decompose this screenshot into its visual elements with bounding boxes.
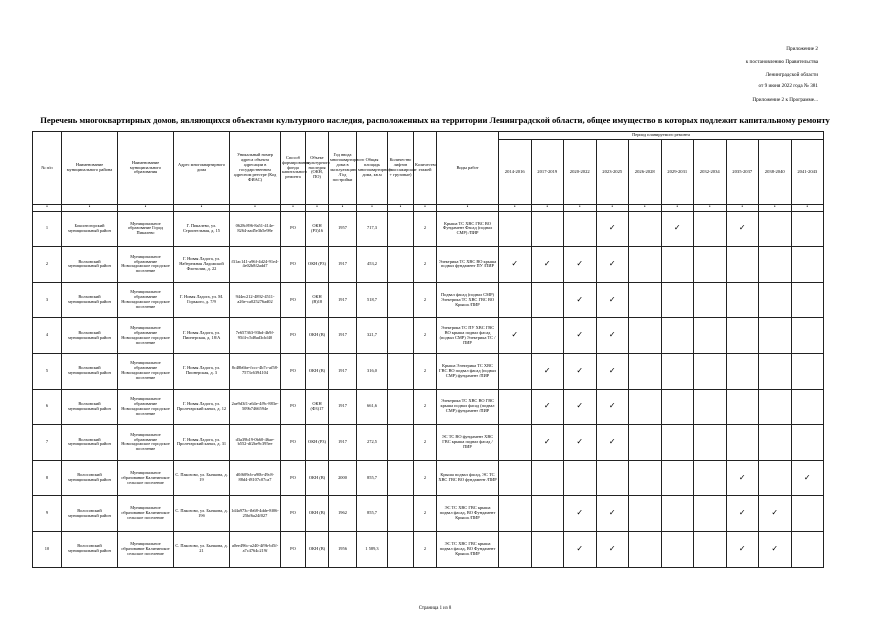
floors-cell: 2 — [414, 389, 437, 425]
period-cell — [694, 531, 727, 567]
floors-cell: 2 — [414, 318, 437, 354]
table-row — [33, 247, 824, 283]
row-number: 9 — [33, 496, 62, 532]
check-mark-icon: ✓ — [596, 496, 629, 532]
area-cell: 453,2 — [357, 247, 388, 283]
okn-cell: ОКН (Р3) — [306, 425, 329, 461]
period-cell — [694, 496, 727, 532]
period-cell — [759, 460, 792, 496]
period-cell — [661, 318, 694, 354]
year-cell: 1917 — [329, 389, 357, 425]
works-cell: ЭС ТС ХВС ГВС крыша подвал фасад, ВО Фундамент Крыша /ПИР — [437, 496, 499, 532]
check-mark-icon: ✓ — [531, 389, 564, 425]
area-cell: 321,7 — [357, 318, 388, 354]
bullet-cell: • — [357, 205, 388, 212]
bullet-cell: • — [596, 205, 629, 212]
period-cell — [759, 318, 792, 354]
mo-cell: Муниципальное образование Новоладожское городское поселение — [118, 247, 174, 283]
fias-cell: 944ec212-4892-4511-a26e-ca025276ad02 — [230, 282, 281, 318]
period-cell — [791, 425, 824, 461]
row-number: 8 — [33, 460, 62, 496]
row-number: 2 — [33, 247, 62, 283]
address-cell: С. Пакозово, ул. Бычкова, д. 19б — [174, 496, 230, 532]
fund-cell: РО — [281, 353, 306, 389]
year-cell: 1917 — [329, 247, 357, 283]
period-cell — [726, 318, 759, 354]
period-cell — [759, 353, 792, 389]
floors-cell: 2 — [414, 353, 437, 389]
header-row-1 — [33, 132, 824, 140]
fias-cell: d3a39b19-0b60-46ae-b552-df2be9c395ee — [230, 425, 281, 461]
bullet-cell: • — [329, 205, 357, 212]
check-mark-icon: ✓ — [596, 247, 629, 283]
address-cell: Г. Новая Ладога, ул. Пионерская, д. 3 — [174, 353, 230, 389]
okn-cell: ОКН (В) — [306, 353, 329, 389]
check-mark-icon: ✓ — [564, 318, 597, 354]
period-header: Период планируемого ремонта — [499, 132, 824, 140]
period-cell — [694, 460, 727, 496]
period-cell — [791, 318, 824, 354]
check-mark-icon: ✓ — [531, 247, 564, 283]
period-cell — [661, 460, 694, 496]
header-line-5: Приложение 2 к Программе... — [752, 97, 818, 103]
bullet-cell: • — [281, 205, 306, 212]
row-number: 5 — [33, 353, 62, 389]
check-mark-icon: ✓ — [531, 353, 564, 389]
houses-table — [32, 131, 824, 568]
period-cell — [694, 247, 727, 283]
okn-cell: ОКН (Ф3)17 — [306, 389, 329, 425]
check-mark-icon: ✓ — [596, 318, 629, 354]
area-cell: 1 589,3 — [357, 531, 388, 567]
col-header-year-2041-2043: 2041-2043 — [791, 140, 824, 205]
check-mark-icon: ✓ — [564, 247, 597, 283]
period-cell — [629, 282, 662, 318]
check-mark-icon: ✓ — [791, 460, 824, 496]
lifts-cell — [388, 460, 414, 496]
mo-cell: Муниципальное образование Калитинское сельское поселение — [118, 496, 174, 532]
works-cell: Подвал фасад (подвал СМР) Электрика ТС ХВС ГВС ВО Крыша /ПИР — [437, 282, 499, 318]
okn-cell: ОКН (Р3)16 — [306, 211, 329, 247]
table-row — [33, 211, 824, 247]
floors-cell: 2 — [414, 282, 437, 318]
document-title: Перечень многоквартирных домов, являющихся объектами культурного наследия, расположенных на территории Ленинградской области, общее имущество в которых подлежит капитальному ремонту — [40, 115, 830, 125]
period-cell — [726, 425, 759, 461]
period-cell — [531, 531, 564, 567]
fund-cell: РО — [281, 247, 306, 283]
works-cell: Электрика ТС ХВС ВО ГВС крыша подвал фасад (подвал СМР) фундамент /ПИР — [437, 389, 499, 425]
works-cell: Крыша Электрика ТС ХВС ГВС ВО подвал фасад (подвал СМР) фундамент /ПИР — [437, 353, 499, 389]
area-cell: 855,7 — [357, 496, 388, 532]
bullet-cell: • — [759, 205, 792, 212]
year-cell: 1957 — [329, 211, 357, 247]
area-cell: 717,3 — [357, 211, 388, 247]
check-mark-icon: ✓ — [726, 460, 759, 496]
table-row — [33, 353, 824, 389]
row-number: 4 — [33, 318, 62, 354]
check-mark-icon: ✓ — [564, 389, 597, 425]
district-cell: Волховский муниципальный район — [62, 353, 118, 389]
bullet-cell: • — [414, 205, 437, 212]
okn-cell: ОКН (Р3) — [306, 247, 329, 283]
fias-cell: 8c48b6be-fccc-4b7c-af58-7573c6394104 — [230, 353, 281, 389]
col-header-year-2029-2031: 2029-2031 — [661, 140, 694, 205]
period-cell — [661, 282, 694, 318]
col-header-year-2026-2028: 2026-2028 — [629, 140, 662, 205]
floors-cell: 2 — [414, 531, 437, 567]
period-cell — [499, 353, 532, 389]
period-cell — [629, 353, 662, 389]
mo-cell: Муниципальное образование Калитинское сельское поселение — [118, 531, 174, 567]
district-cell: Волховский муниципальный район — [62, 282, 118, 318]
district-cell: Волховский муниципальный район — [62, 247, 118, 283]
check-mark-icon: ✓ — [596, 353, 629, 389]
period-cell — [629, 531, 662, 567]
period-cell — [661, 247, 694, 283]
period-cell — [596, 460, 629, 496]
period-cell — [629, 425, 662, 461]
fias-cell: a0ee496c-a240-4f9b-bf5f-a7c4764c219f — [230, 531, 281, 567]
bullet-cell: • — [174, 205, 230, 212]
lifts-cell — [388, 425, 414, 461]
fund-cell: РО — [281, 211, 306, 247]
floors-cell: 2 — [414, 460, 437, 496]
district-cell: Волховский муниципальный район — [62, 389, 118, 425]
period-cell — [531, 460, 564, 496]
period-cell — [499, 496, 532, 532]
fias-cell: 7e657363-93bd-4b9f-95f4-c5d8ad3cbf40 — [230, 318, 281, 354]
mo-cell: Муниципальное образование Новоладожское городское поселение — [118, 353, 174, 389]
period-cell — [661, 531, 694, 567]
period-cell — [759, 247, 792, 283]
check-mark-icon: ✓ — [499, 247, 532, 283]
year-cell: 1917 — [329, 425, 357, 461]
period-cell — [759, 211, 792, 247]
lifts-cell — [388, 282, 414, 318]
page-footer: Страница 1 из 8 — [418, 606, 452, 611]
lifts-cell — [388, 211, 414, 247]
row-number: 10 — [33, 531, 62, 567]
check-mark-icon: ✓ — [596, 389, 629, 425]
period-cell — [564, 211, 597, 247]
row-number: 6 — [33, 389, 62, 425]
bullet-cell: • — [629, 205, 662, 212]
check-mark-icon: ✓ — [759, 496, 792, 532]
fund-cell: РО — [281, 425, 306, 461]
year-cell: 2000 — [329, 460, 357, 496]
fund-cell: РО — [281, 496, 306, 532]
bullet-cell: • — [33, 205, 62, 212]
period-cell — [499, 460, 532, 496]
floors-cell: 2 — [414, 496, 437, 532]
fias-cell: 0628c896-8a51-414e-8264-aad5e3b5e98e — [230, 211, 281, 247]
works-cell: Электрика ТС ПУ ХВС ГВС ВО крыша подвал фасад (подвал СМР) Электрика ТС /ПИР — [437, 318, 499, 354]
col-header-fund: Способ формирования фонда капитального ремонта — [281, 132, 306, 205]
bullet-cell: • — [661, 205, 694, 212]
fund-cell: РО — [281, 318, 306, 354]
check-mark-icon: ✓ — [564, 282, 597, 318]
col-header-year: Год ввода многоквартирного дома в эксплуатацию /Год постройки — [329, 132, 357, 205]
period-cell — [564, 460, 597, 496]
mo-cell: Муниципальное образование Город Пикалево — [118, 211, 174, 247]
address-cell: Г. Новая Ладога, ул. Пролетарский канал, д. 31 — [174, 425, 230, 461]
area-cell: 316,0 — [357, 353, 388, 389]
col-header-year-2038-2040: 2038-2040 — [759, 140, 792, 205]
lifts-cell — [388, 496, 414, 532]
district-cell: Волосовский муниципальный район — [62, 460, 118, 496]
table-body — [33, 211, 824, 567]
period-cell — [791, 531, 824, 567]
district-cell: Волосовский муниципальный район — [62, 531, 118, 567]
period-cell — [499, 425, 532, 461]
address-cell: Г. Новая Ладога, ул. Пролетарский канал, д. 12 — [174, 389, 230, 425]
okn-cell: ОКН (В) — [306, 460, 329, 496]
period-cell — [759, 389, 792, 425]
col-header-year-2020-2022: 2020-2022 — [564, 140, 597, 205]
period-cell — [694, 282, 727, 318]
address-cell: С. Пакозово, ул. Бычкова, д. 21 — [174, 531, 230, 567]
period-cell — [629, 318, 662, 354]
col-header-mo: Наименование муниципального образования — [118, 132, 174, 205]
floors-cell: 2 — [414, 247, 437, 283]
period-cell — [661, 425, 694, 461]
bullet-row — [33, 205, 824, 212]
lifts-cell — [388, 353, 414, 389]
year-cell: 1917 — [329, 282, 357, 318]
address-cell: С. Пакозово, ул. Бычкова, д. 19 — [174, 460, 230, 496]
check-mark-icon: ✓ — [726, 211, 759, 247]
period-cell — [531, 282, 564, 318]
check-mark-icon: ✓ — [564, 496, 597, 532]
period-cell — [661, 389, 694, 425]
period-cell — [531, 211, 564, 247]
fias-cell: 2ae9d3f1-a64e-4f9c-883e-509b7466594e — [230, 389, 281, 425]
header-line-2: к постановлению Правительства — [745, 59, 818, 65]
check-mark-icon: ✓ — [564, 425, 597, 461]
period-cell — [694, 353, 727, 389]
fund-cell: РО — [281, 460, 306, 496]
lifts-cell — [388, 247, 414, 283]
district-cell: Бокситогорский муниципальный район — [62, 211, 118, 247]
col-header-year-2014-2016: 2014-2016 — [499, 140, 532, 205]
col-header-floors: Количество этажей — [414, 132, 437, 205]
period-cell — [629, 211, 662, 247]
period-cell — [791, 247, 824, 283]
check-mark-icon: ✓ — [596, 282, 629, 318]
check-mark-icon: ✓ — [499, 318, 532, 354]
period-cell — [661, 496, 694, 532]
table-row — [33, 425, 824, 461]
fund-cell: РО — [281, 389, 306, 425]
works-cell: Электрика ТС ХВС ВО крыша подвал фундамент ПУ /ПИР — [437, 247, 499, 283]
row-number: 7 — [33, 425, 62, 461]
check-mark-icon: ✓ — [596, 425, 629, 461]
period-cell — [531, 318, 564, 354]
year-cell: 1962 — [329, 496, 357, 532]
table-row — [33, 531, 824, 567]
okn-cell: ОКН (В) — [306, 496, 329, 532]
floors-cell: 2 — [414, 211, 437, 247]
period-cell — [694, 389, 727, 425]
check-mark-icon: ✓ — [596, 211, 629, 247]
col-header-address: Адрес многоквартирного дома — [174, 132, 230, 205]
col-header-fias: Уникальный номер адреса объекта адресации в государственном адресном реестре (Код ФИАС) — [230, 132, 281, 205]
district-cell: Волховский муниципальный район — [62, 318, 118, 354]
bullet-cell: • — [694, 205, 727, 212]
col-header-lifts: Количество лифтов (пассажирские + грузовые) — [388, 132, 414, 205]
okn-cell: ОКН (В)18 — [306, 282, 329, 318]
check-mark-icon: ✓ — [726, 531, 759, 567]
works-cell: Крыша ТС ХВС ГВС ВО Фундамент Фасад (подвал СМР) /ПИР — [437, 211, 499, 247]
works-cell: ЭС ТС ХВС ГВС крыша подвал фасад, ВО Фундамент Крыша /ПИР — [437, 531, 499, 567]
period-cell — [791, 389, 824, 425]
fund-cell: РО — [281, 531, 306, 567]
year-cell: 1956 — [329, 531, 357, 567]
bullet-cell: • — [306, 205, 329, 212]
period-cell — [531, 496, 564, 532]
check-mark-icon: ✓ — [759, 531, 792, 567]
bullet-cell: • — [62, 205, 118, 212]
works-cell: Крыша подвал фасад, ЭС ТС ХВС ГВС ВО фундамент /ПИР — [437, 460, 499, 496]
lifts-cell — [388, 389, 414, 425]
row-number: 3 — [33, 282, 62, 318]
mo-cell: Муниципальное образование Новоладожское городское поселение — [118, 318, 174, 354]
col-header-year-2032-2034: 2032-2034 — [694, 140, 727, 205]
address-cell: Г. Новая Ладога, ул. Пионерская, д. 18/А — [174, 318, 230, 354]
check-mark-icon: ✓ — [596, 531, 629, 567]
period-cell — [629, 496, 662, 532]
address-cell: Г. Пикалево, ул. Строительная, д. 15 — [174, 211, 230, 247]
header-line-4: от 9 июня 2022 года № 381 — [758, 83, 818, 89]
period-cell — [759, 425, 792, 461]
period-cell — [499, 389, 532, 425]
district-cell: Волосовский муниципальный район — [62, 496, 118, 532]
bullet-cell: • — [388, 205, 414, 212]
bullet-cell: • — [791, 205, 824, 212]
mo-cell: Муниципальное образование Новоладожское городское поселение — [118, 389, 174, 425]
table-row — [33, 282, 824, 318]
mo-cell: Муниципальное образование Новоладожское городское поселение — [118, 425, 174, 461]
year-cell: 1917 — [329, 318, 357, 354]
area-cell: 272,5 — [357, 425, 388, 461]
table-row — [33, 318, 824, 354]
check-mark-icon: ✓ — [661, 211, 694, 247]
area-cell: 661,6 — [357, 389, 388, 425]
period-cell — [694, 425, 727, 461]
col-header-num: № п/п — [33, 132, 62, 205]
okn-cell: ОКН (В) — [306, 531, 329, 567]
area-cell: 518,7 — [357, 282, 388, 318]
bullet-cell: • — [230, 205, 281, 212]
col-header-works: Виды работ — [437, 132, 499, 205]
check-mark-icon: ✓ — [726, 496, 759, 532]
period-cell — [629, 460, 662, 496]
col-header-district: Наименование муниципального района — [62, 132, 118, 205]
bullet-cell: • — [531, 205, 564, 212]
bullet-cell: • — [726, 205, 759, 212]
table-row — [33, 389, 824, 425]
row-number: 1 — [33, 211, 62, 247]
mo-cell: Муниципальное образование Калитинское сельское поселение — [118, 460, 174, 496]
period-cell — [629, 247, 662, 283]
period-cell — [791, 282, 824, 318]
period-cell — [629, 389, 662, 425]
mo-cell: Муниципальное образование Новоладожское городское поселение — [118, 282, 174, 318]
bullet-cell: • — [437, 205, 499, 212]
period-cell — [726, 282, 759, 318]
col-header-year-2035-2037: 2035-2037 — [726, 140, 759, 205]
period-cell — [791, 496, 824, 532]
col-header-okn: Объект культурного наследия (ОКН, ПО) — [306, 132, 329, 205]
okn-cell: ОКН (В) — [306, 318, 329, 354]
period-cell — [694, 318, 727, 354]
period-cell — [726, 353, 759, 389]
period-cell — [499, 531, 532, 567]
period-cell — [759, 282, 792, 318]
period-cell — [791, 353, 824, 389]
table-row — [33, 460, 824, 496]
bullet-cell: • — [118, 205, 174, 212]
col-header-area: Общая площадь многоквартирного дома, кв.м — [357, 132, 388, 205]
period-cell — [499, 211, 532, 247]
table-row — [33, 496, 824, 532]
header-line-1: Приложение 2 — [786, 46, 818, 52]
year-cell: 1917 — [329, 353, 357, 389]
area-cell: 855,7 — [357, 460, 388, 496]
check-mark-icon: ✓ — [564, 353, 597, 389]
district-cell: Волховский муниципальный район — [62, 425, 118, 461]
period-cell — [661, 353, 694, 389]
period-cell — [499, 282, 532, 318]
works-cell: ЭС ТС ВО фундамент ХВС ГВС крыша подвал фасад /ПИР — [437, 425, 499, 461]
col-header-year-2023-2025: 2023-2025 — [596, 140, 629, 205]
check-mark-icon: ✓ — [531, 425, 564, 461]
address-cell: Г. Новая Ладога, ул. М. Горького, д. 7/9 — [174, 282, 230, 318]
fias-cell: d0f609cb-a90b-49c8-88d4-f8107c07ca7 — [230, 460, 281, 496]
fias-cell: f31ac141-a96f-4d24-91e4-4e02b8f2add7 — [230, 247, 281, 283]
floors-cell: 2 — [414, 425, 437, 461]
period-cell — [726, 389, 759, 425]
col-header-year-2017-2019: 2017-2019 — [531, 140, 564, 205]
header-line-3: Ленинградской области — [765, 72, 818, 78]
lifts-cell — [388, 318, 414, 354]
check-mark-icon: ✓ — [564, 531, 597, 567]
period-cell — [726, 247, 759, 283]
fund-cell: РО — [281, 282, 306, 318]
bullet-cell: • — [499, 205, 532, 212]
period-cell — [694, 211, 727, 247]
address-cell: Г. Новая Ладога, ул. Набережная Ладожской Флотилии, д. 22 — [174, 247, 230, 283]
period-cell — [791, 211, 824, 247]
bullet-cell: • — [564, 205, 597, 212]
fias-cell: 1d4a973c-fb68-4dde-8f06-25bf6a24f027 — [230, 496, 281, 532]
lifts-cell — [388, 531, 414, 567]
